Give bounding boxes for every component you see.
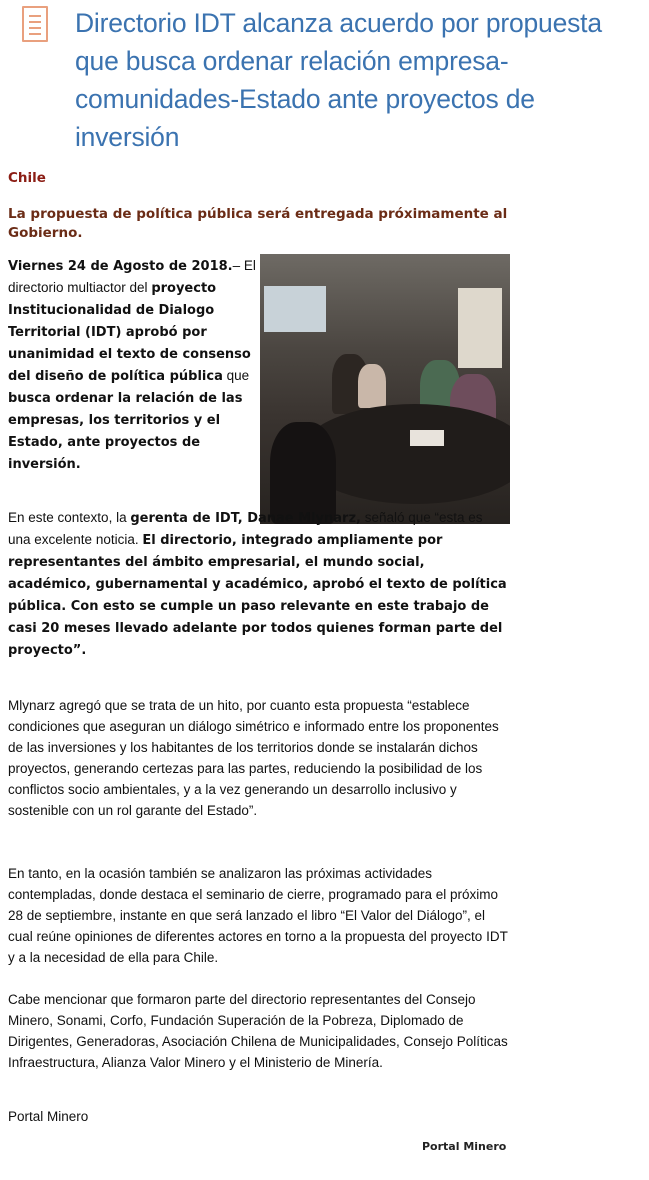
paragraph-members: Cabe mencionar que formaron parte del directorio representantes del Consejo Minero, Sonami, Corfo, Fundación Superación de la Pobreza, Diplomado de Dirigentes, Generadoras, Asociación Chilena de Municipalidades, Consejo Políticas Infraestructura, Alianza Valor Minero y el Ministerio de Minería. [8, 992, 508, 1070]
document-icon [22, 6, 48, 42]
paragraph-mlynarz: Mlynarz agregó que se trata de un hito, por cuanto esta propuesta “establece condiciones que aseguran un diálogo simétrico e informado entre los proponentes de las inversiones y los habitantes de los territorios donde se instalarán dichos proyectos, generando certezas para las partes, reduciendo la posibilidad de los conflictos socio ambientales, y a la vez generando un desarrollo inclusivo y sostenible con un rol garante del Estado”. [8, 698, 499, 818]
article-title: Directorio IDT alcanza acuerdo por propuesta que busca ordenar relación empresa-comunidades-Estado ante proyectos de inversión [75, 8, 602, 152]
source-label: Portal Minero [422, 1140, 507, 1153]
paragraph-intro: Viernes 24 de Agosto de 2018.– El directorio multiactor del proyecto Institucionalidad de Dialogo Territorial (IDT) aprobó por unanimidad el texto de consenso del diseño de política pública que busca ordenar la relación de las empresas, los territorios y el Estado, ante proyectos de inversión. [8, 258, 256, 472]
article-date: Viernes 24 de Agosto de 2018. [8, 259, 233, 274]
country-label: Chile [8, 170, 46, 186]
paragraph-signature: Portal Minero [8, 1109, 89, 1124]
article-subtitle: La propuesta de política pública será entregada próximamente al Gobierno. [8, 206, 508, 241]
paragraph-context: En este contexto, la gerenta de IDT, Danae Mlynarz, señaló que “esta es una excelente noticia. El directorio, integrado ampliamente por representantes del ámbito empresarial, el mundo social, académico, gubernamental y académico, aprobó el texto de política pública. Con esto se cumple un paso relevante en este trabajo de casi 20 meses llevado adelante por todos quienes forman parte del proyecto”. [8, 510, 507, 658]
meeting-photo [260, 254, 510, 524]
paragraph-activities: En tanto, en la ocasión también se analizaron las próximas actividades contempladas, donde destaca el seminario de cierre, programado para el próximo 28 de septiembre, instante en que será lanzado el libro “El Valor del Diálogo”, el cual reúne opiniones de diferentes actores en torno a la propuesta del proyecto IDT y a la necesidad de ella para Chile. [8, 866, 508, 965]
